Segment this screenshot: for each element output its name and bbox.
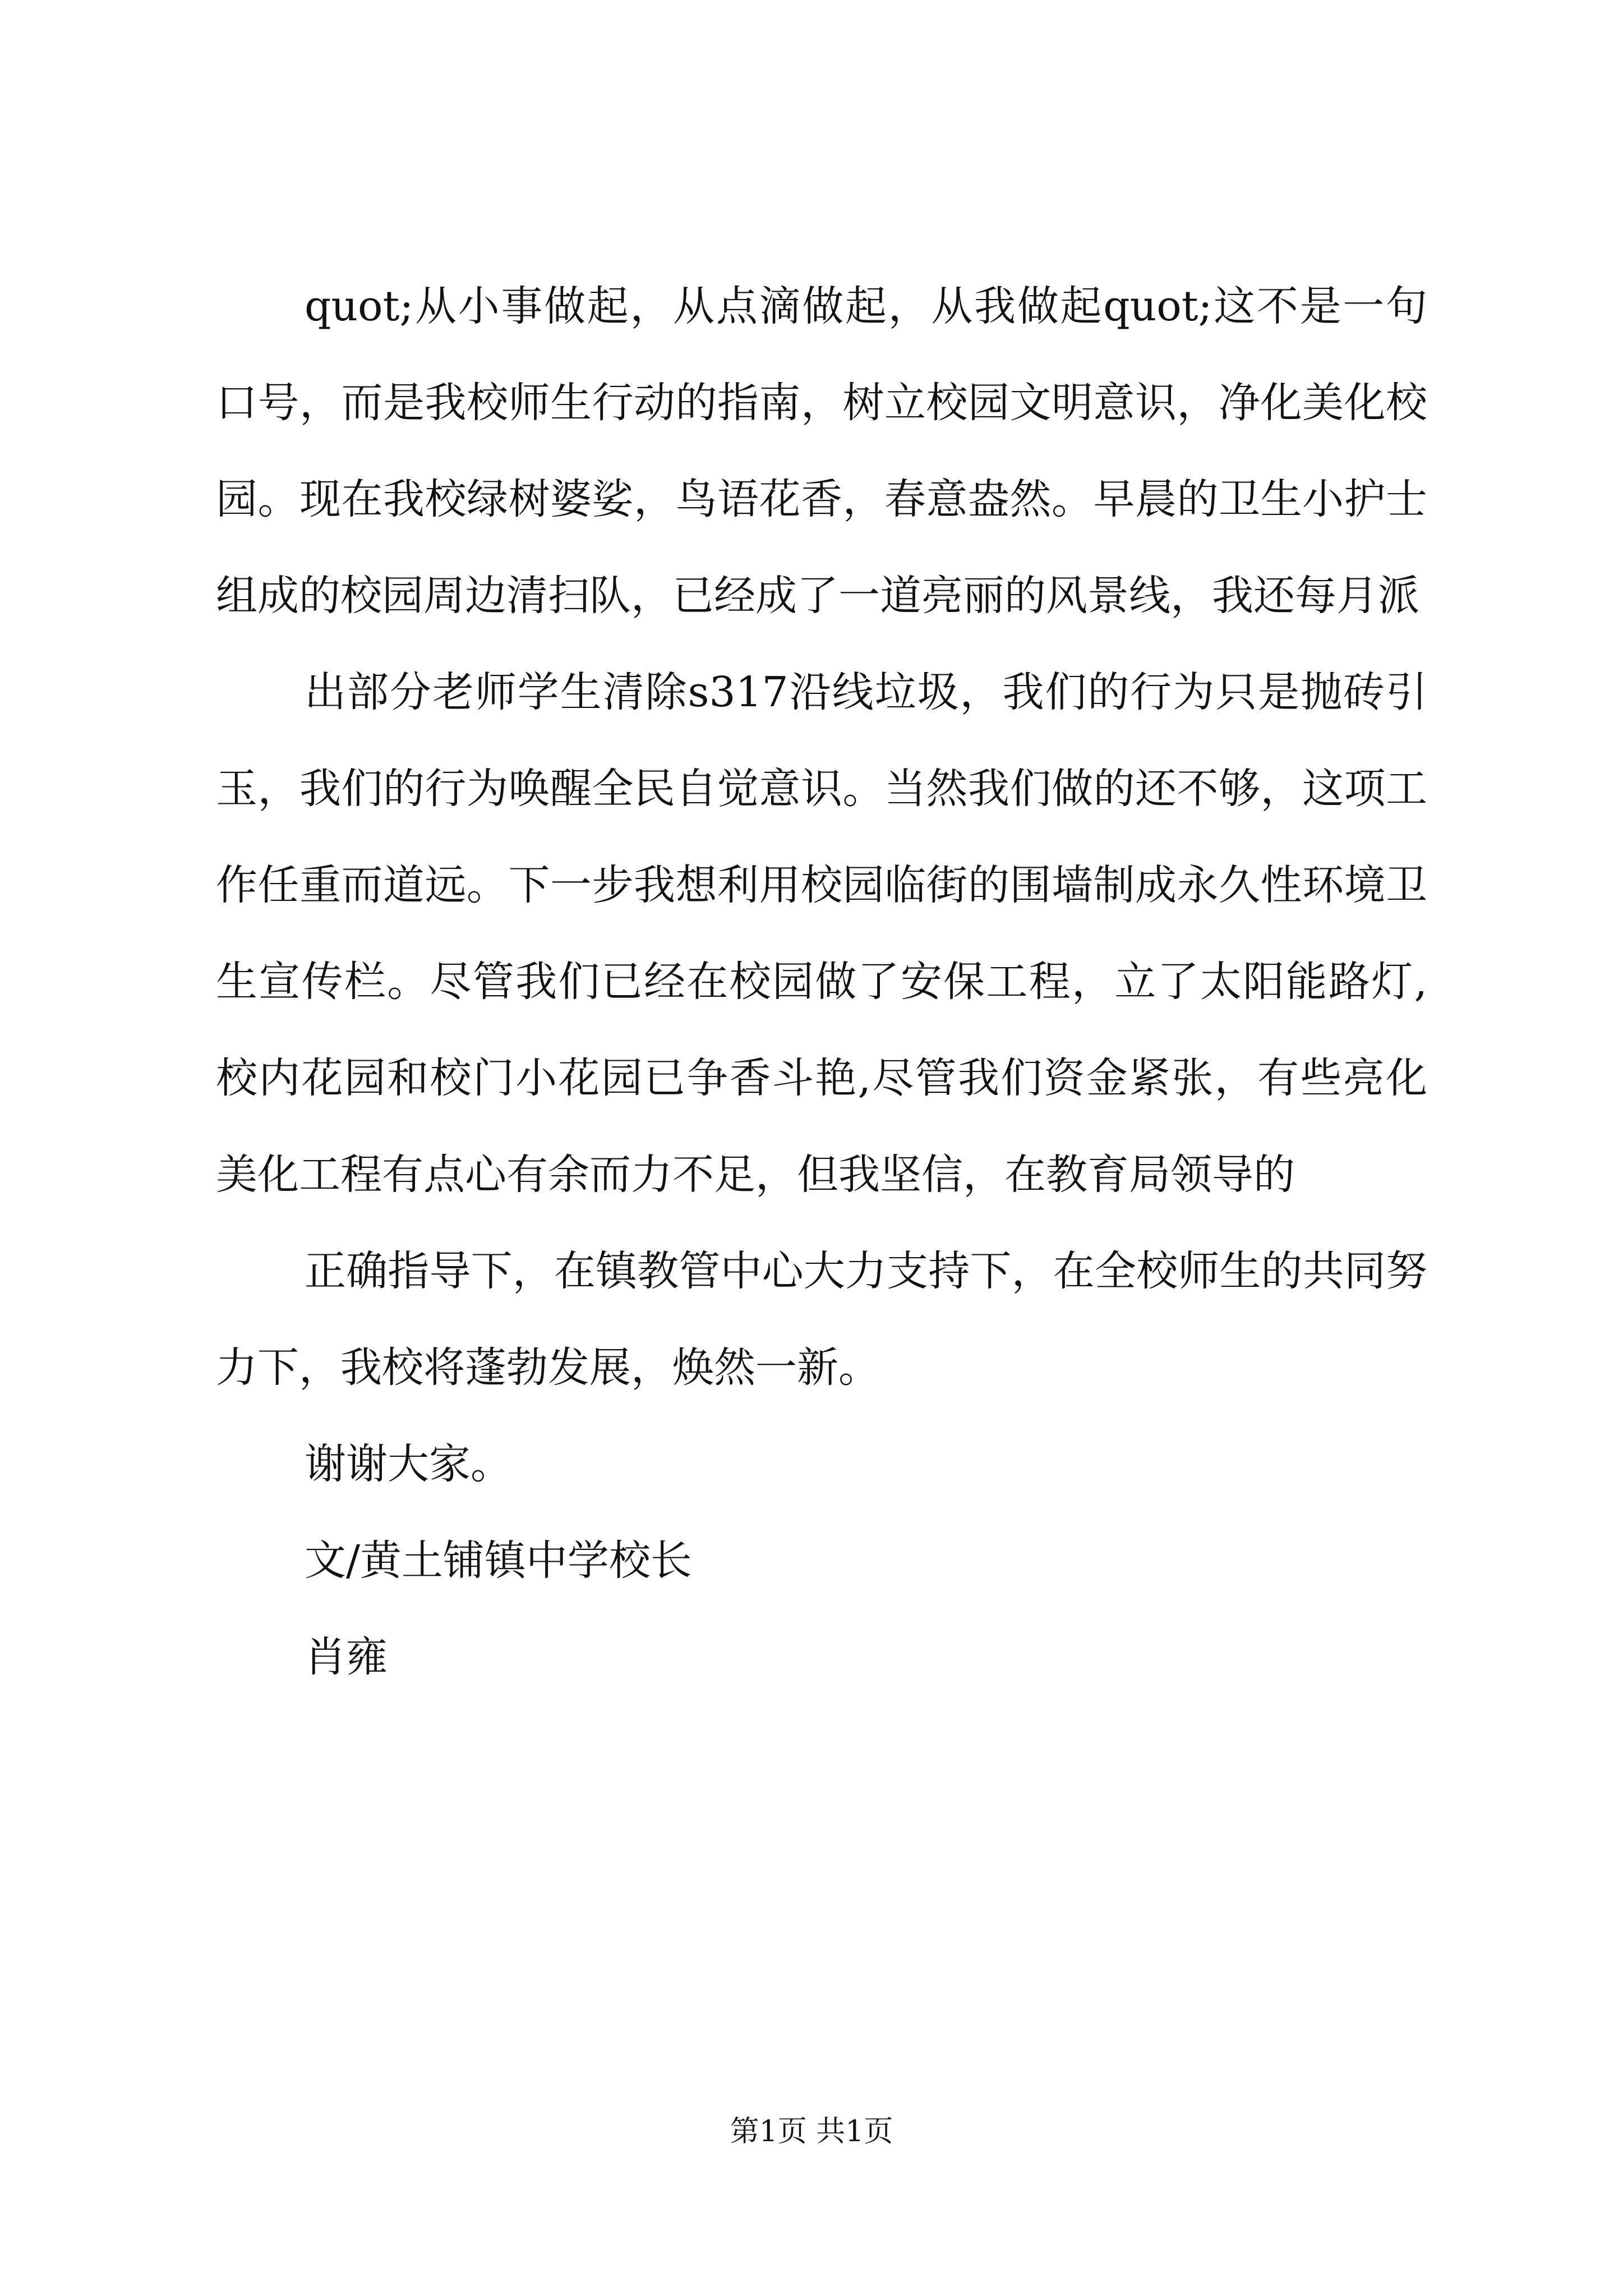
paragraph-1: quot;从小事做起，从点滴做起，从我做起quot;这不是一句口号，而是我校师生行动的指南，树立校园文明意识，净化美化校园。现在我校绿树婆娑，鸟语花香，春意盎然。早晨的卫生小护士组成的校园周边清扫队，已经成了一道亮丽的风景线，我还每月派 bbox=[216, 282, 1427, 620]
paragraph-3: 正确指导下，在镇教管中心大力支持下，在全校师生的共同努力下，我校将蓬勃发展，焕然一新。 bbox=[216, 1247, 1427, 1392]
page-number-footer: 第1页 共1页 bbox=[730, 2115, 893, 2148]
closing-line: 谢谢大家。 bbox=[305, 1440, 512, 1488]
document-body bbox=[216, 258, 1427, 1705]
paragraph-2: 出部分老师学生清除s317沿线垃圾，我们的行为只是抛砖引玉，我们的行为唤醒全民自觉意识。当然我们做的还不够，这项工作任重而道远。下一步我想利用校园临街的围墙制成永久性环境卫生宣传栏。尽管我们已经在校园做了安保工程，立了太阳能路灯,校内花园和校门小花园已争香斗艳,尽管我们资金紧张，有些亮化美化工程有点心有余而力不足，但我坚信，在教育局领导的 bbox=[216, 668, 1427, 1199]
signature-title: 文/黄土铺镇中学校长 bbox=[305, 1536, 692, 1585]
signature-name: 肖雍 bbox=[305, 1633, 388, 1681]
